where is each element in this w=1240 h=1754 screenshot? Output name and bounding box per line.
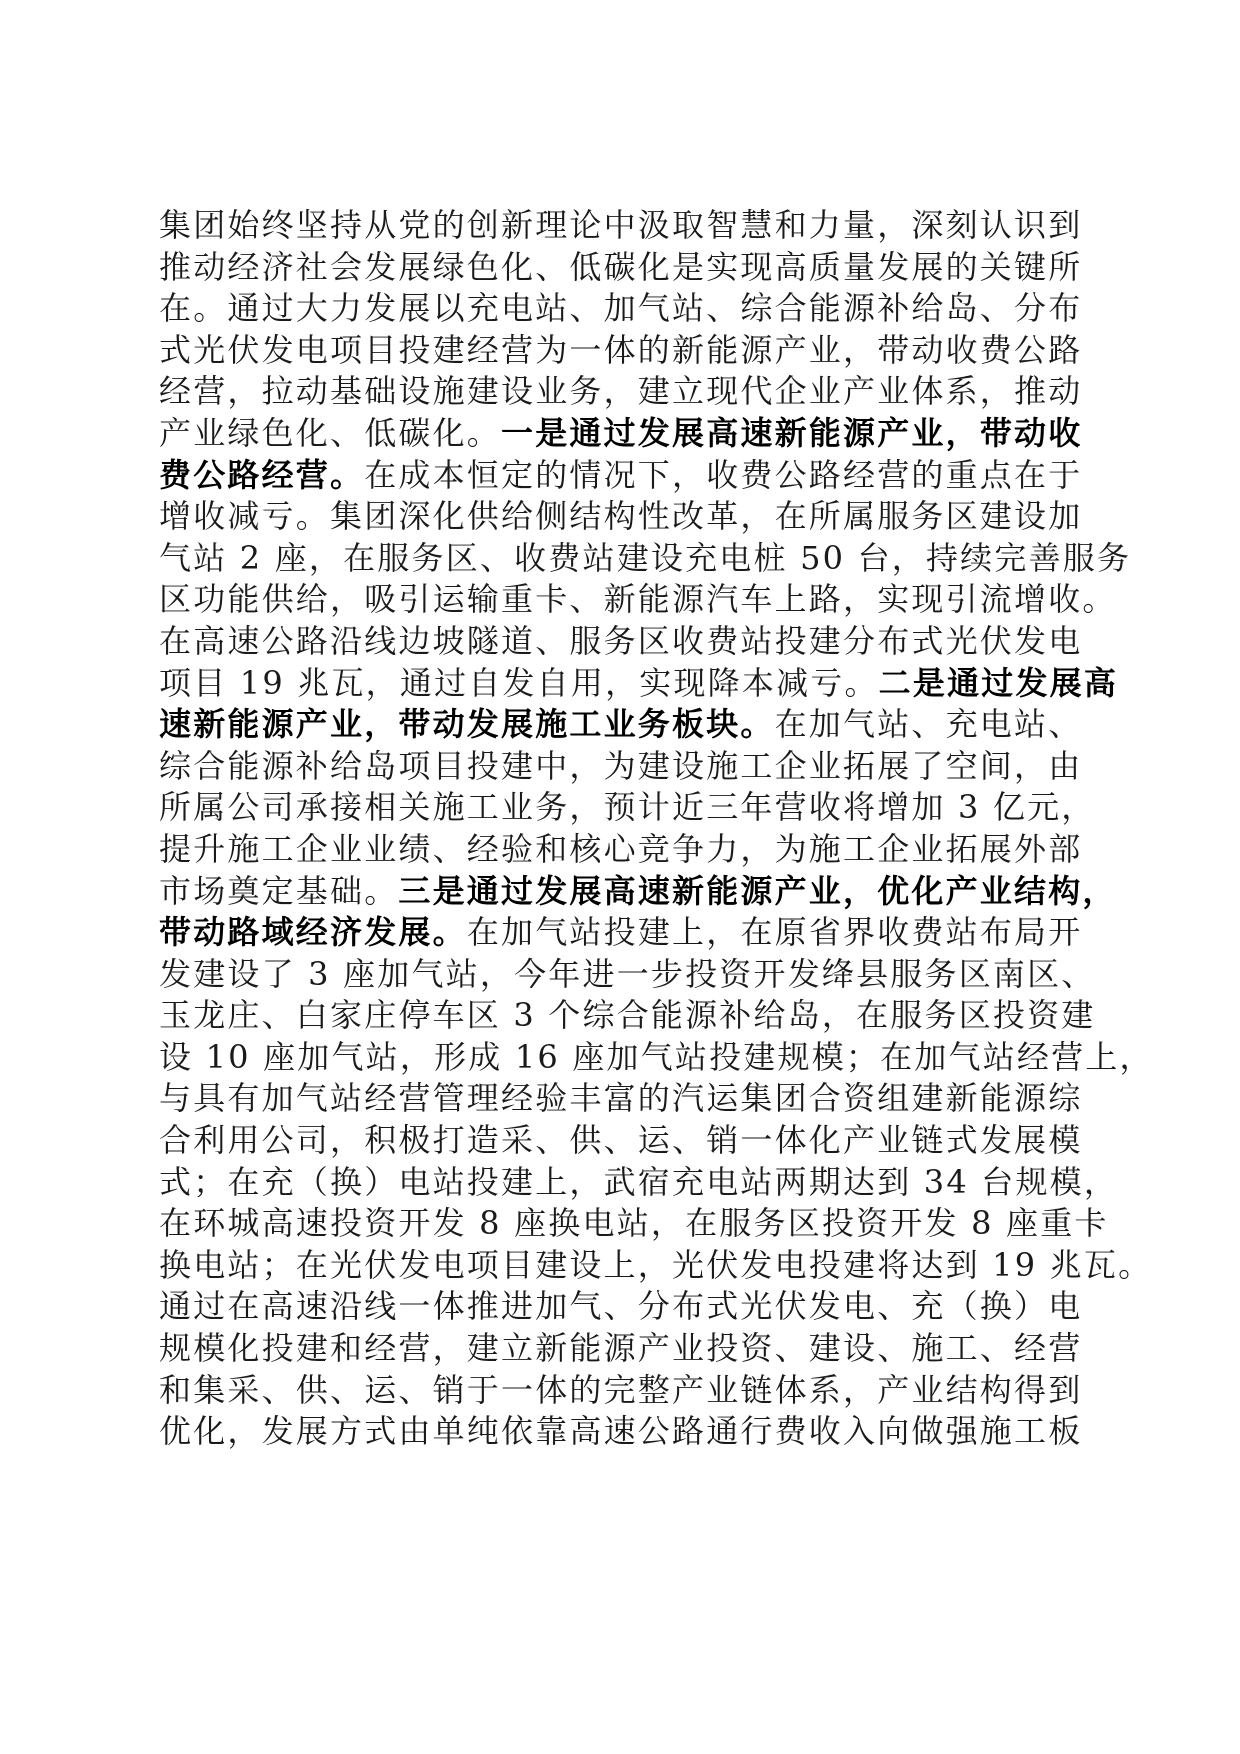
body-text-segment: 和集采、供、运、销于一体的完整产业链体系，产业结构得到 <box>159 1370 1083 1409</box>
body-text-segment: 综合能源补给岛项目投建中，为建设施工企业拓展了空间，由 <box>159 746 1083 785</box>
bold-heading-text: 费公路经营。 <box>159 455 365 494</box>
body-text-segment: 所属公司承接相关施工业务，预计近三年营收将增加 3 亿元， <box>159 788 1096 827</box>
bold-heading-text: 二是通过发展高 <box>878 663 1119 702</box>
text-line <box>159 829 1089 871</box>
body-text-segment: 提升施工企业业绩、经验和核心竞争力，为施工企业拓展外部 <box>159 829 1083 868</box>
bold-heading-text: 速新能源产业，带动发展施工业务板块。 <box>159 705 775 744</box>
text-line <box>159 1245 1153 1287</box>
bold-heading-text: 一是通过发展高速新能源产业，带动收 <box>501 413 1083 452</box>
body-text-segment: 通过在高速沿线一体推进加气、分布式光伏发电、充（换）电 <box>159 1287 1083 1326</box>
body-text-segment: 在环城高速投资开发 8 座换电站，在服务区投资开发 8 座重卡 <box>159 1204 1109 1243</box>
text-line <box>159 288 1089 330</box>
body-text-segment: 规模化投建和经营，建立新能源产业投资、建设、施工、经营 <box>159 1329 1083 1368</box>
body-text-segment: 项目 19 兆瓦，通过自发自用，实现降本减亏。 <box>159 663 879 702</box>
text-line <box>159 1286 1089 1328</box>
text-line <box>159 1328 1089 1370</box>
body-text-segment: 在加气站、充电站、 <box>774 705 1083 744</box>
body-text-segment: 式；在充（换）电站投建上，武宿充电站两期达到 34 台规模， <box>159 1162 1119 1201</box>
body-text-segment: 发建设了 3 座加气站，今年进一步投资开发绛县服务区南区、 <box>159 954 1096 993</box>
body-text-segment: 换电站；在光伏发电项目建设上，光伏发电投建将达到 19 兆瓦。 <box>159 1245 1153 1284</box>
text-line <box>159 496 1089 538</box>
text-line <box>159 1411 1089 1453</box>
text-line <box>159 995 1096 1037</box>
body-text-segment: 玉龙庄、白家庄停车区 3 个综合能源补给岛，在服务区投资建 <box>159 996 1096 1035</box>
text-line <box>159 371 1089 413</box>
body-text-segment: 优化，发展方式由单纯依靠高速公路通行费收入向做强施工板 <box>159 1412 1083 1451</box>
text-line <box>159 787 1096 829</box>
body-paragraph <box>159 205 1154 1453</box>
body-text-segment: 区功能供给，吸引运输重卡、新能源汽车上路，实现引流增收。 <box>159 580 1117 619</box>
body-text-segment: 设 10 座加气站，形成 16 座加气站投建规模；在加气站经营上， <box>159 1037 1154 1076</box>
text-line <box>159 1120 1089 1162</box>
body-text-segment: 增收减亏。集团深化供给侧结构性改革，在所属服务区建设加 <box>159 497 1083 536</box>
body-text-segment: 在成本恒定的情况下，收费公路经营的重点在于 <box>364 455 1083 494</box>
body-text-segment: 在加气站投建上，在原省界收费站布局开 <box>466 913 1083 952</box>
bold-heading-text: 三是通过发展高速新能源产业，优化产业结构， <box>398 871 1117 910</box>
body-text-segment: 合利用公司，积极打造采、供、运、销一体化产业链式发展模 <box>159 1121 1083 1160</box>
body-text-segment: 经营，拉动基础设施建设业务，建立现代企业产业体系，推动 <box>159 372 1083 411</box>
body-text-segment: 气站 2 座，在服务区、收费站建设充电桩 50 台，持续完善服务 <box>159 538 1132 577</box>
text-line <box>159 621 1089 663</box>
text-line <box>159 455 1089 497</box>
body-text-segment: 推动经济社会发展绿色化、低碳化是实现高质量发展的关键所 <box>159 247 1083 286</box>
body-text-segment: 市场奠定基础。 <box>159 871 399 910</box>
text-line <box>159 912 1089 954</box>
text-line <box>159 247 1089 289</box>
body-text-segment: 产业绿色化、低碳化。 <box>159 413 502 452</box>
body-text-segment: 式光伏发电项目投建经营为一体的新能源产业，带动收费公路 <box>159 330 1083 369</box>
text-line <box>159 1203 1109 1245</box>
bold-heading-text: 带动路域经济发展。 <box>159 913 467 952</box>
body-text-segment: 在高速公路沿线边坡隧道、服务区收费站投建分布式光伏发电 <box>159 621 1083 660</box>
text-line <box>159 1370 1089 1412</box>
text-line <box>159 330 1089 372</box>
text-line <box>159 1037 1154 1079</box>
text-line <box>159 663 1119 705</box>
text-line <box>159 579 1117 621</box>
text-line <box>159 538 1132 580</box>
body-text-segment: 与具有加气站经营管理经验丰富的汽运集团合资组建新能源综 <box>159 1079 1083 1118</box>
text-line <box>159 746 1089 788</box>
text-line <box>159 704 1089 746</box>
text-line <box>159 871 1117 913</box>
text-line <box>159 1162 1119 1204</box>
body-text-segment: 集团始终坚持从党的创新理论中汲取智慧和力量，深刻认识到 <box>159 206 1083 244</box>
text-line <box>159 205 1089 247</box>
text-line <box>159 954 1096 996</box>
body-text-segment: 在。通过大力发展以充电站、加气站、综合能源补给岛、分布 <box>159 289 1083 328</box>
text-line <box>159 1078 1089 1120</box>
text-line <box>159 413 1089 455</box>
